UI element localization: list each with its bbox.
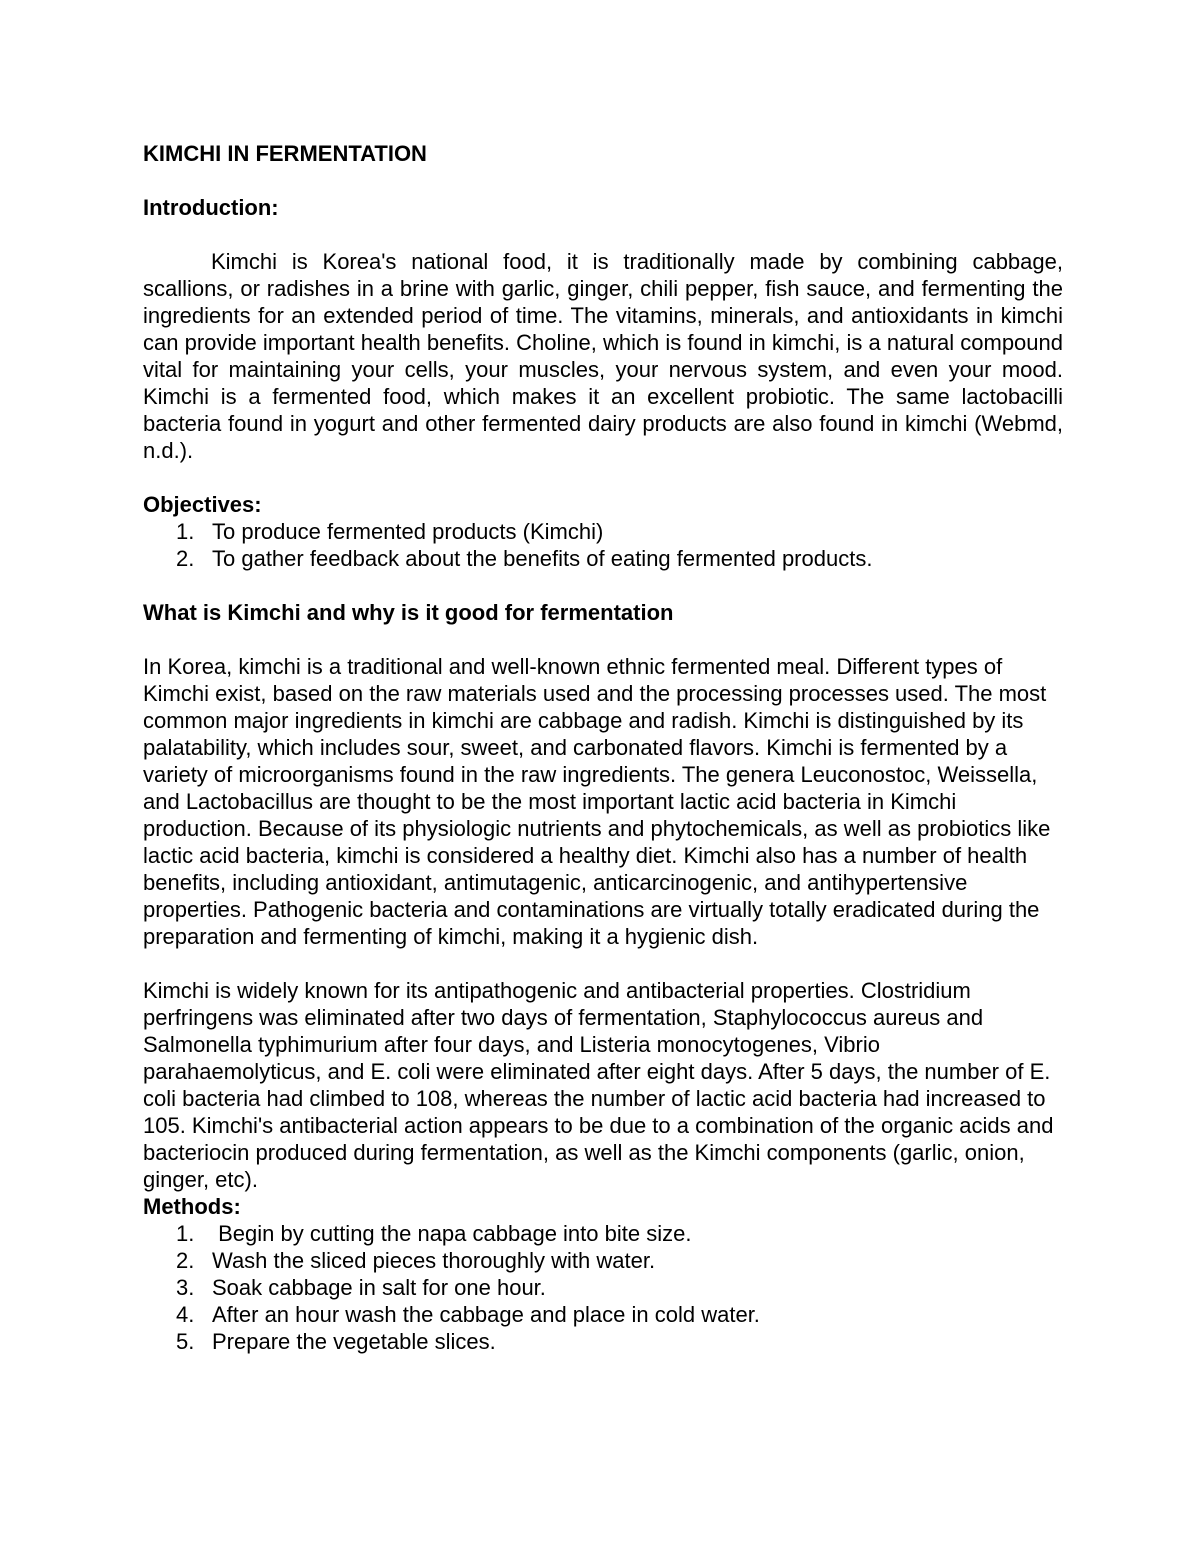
list-item — [143, 1247, 1063, 1274]
list-item — [143, 1274, 1063, 1301]
list-item — [143, 545, 1063, 572]
list-item-text: Soak cabbage in salt for one hour. — [212, 1275, 546, 1300]
what-is-kimchi-heading: What is Kimchi and why is it good for fermentation — [143, 600, 674, 625]
list-item-text: To gather feedback about the benefits of eating fermented products. — [212, 546, 873, 571]
objectives-heading: Objectives: — [143, 492, 262, 517]
list-item-number: 1. — [176, 1221, 195, 1246]
list-item-number: 1. — [176, 519, 195, 544]
list-item-text: Prepare the vegetable slices. — [212, 1329, 496, 1354]
list-item-text: Wash the sliced pieces thoroughly with water. — [212, 1248, 656, 1273]
list-item-number: 2. — [176, 1248, 195, 1273]
list-item-text: To produce fermented products (Kimchi) — [212, 519, 604, 544]
list-item-text: Begin by cutting the napa cabbage into bite size. — [212, 1221, 692, 1246]
list-item-number: 2. — [176, 546, 195, 571]
list-item — [143, 518, 1063, 545]
methods-heading: Methods: — [143, 1194, 241, 1219]
methods-list — [143, 1220, 1063, 1355]
objectives-list — [143, 518, 1063, 572]
list-item-number: 4. — [176, 1302, 195, 1327]
list-item — [143, 1328, 1063, 1355]
document-title: KIMCHI IN FERMENTATION — [143, 141, 427, 166]
list-item — [143, 1220, 1063, 1247]
document-body — [143, 140, 1063, 1355]
list-item-text: After an hour wash the cabbage and place in cold water. — [212, 1302, 760, 1327]
introduction-heading: Introduction: — [143, 195, 279, 220]
list-item-number: 3. — [176, 1275, 195, 1300]
introduction-paragraph: Kimchi is Korea's national food, it is traditionally made by combining cabbage, scallions, or radishes in a brine with garlic, ginger, chili pepper, fish sauce, and fermenting the ingredients for an extended period of time. The vitamins, minerals, and antioxidants in kimchi can provide important health benefits. Choline, which is found in kimchi, is a natural compound vital for maintaining your cells, your muscles, your nervous system, and even your mood. Kimchi is a fermented food, which makes it an excellent probiotic. The same lactobacilli bacteria found in yogurt and other fermented dairy products are also found in kimchi (Webmd, n.d.). — [143, 249, 1063, 463]
list-item-number: 5. — [176, 1329, 195, 1354]
list-item — [143, 1301, 1063, 1328]
what-is-kimchi-paragraph: In Korea, kimchi is a traditional and well-known ethnic fermented meal. Different types of Kimchi exist, based on the raw materials used and the processing processes used. The most common major ingredients in kimchi are cabbage and radish. Kimchi is distinguished by its palatability, which includes sour, sweet, and carbonated flavors. Kimchi is fermented by a variety of microorganisms found in the raw ingredients. The genera Leuconostoc, Weissella, and Lactobacillus are thought to be the most important lactic acid bacteria in Kimchi production. Because of its physiologic nutrients and phytochemicals, as well as probiotics like lactic acid bacteria, kimchi is considered a healthy diet. Kimchi also has a number of health benefits, including antioxidant, antimutagenic, anticarcinogenic, and antihypertensive properties. Pathogenic bacteria and contaminations are virtually totally eradicated during the preparation and fermenting of kimchi, making it a hygienic dish. — [143, 654, 1051, 949]
antibacterial-paragraph: Kimchi is widely known for its antipathogenic and antibacterial properties. Clostridium perfringens was eliminated after two days of fermentation, Staphylococcus aureus and Salmonella typhimurium after four days, and Listeria monocytogenes, Vibrio parahaemolyticus, and E. coli were eliminated after eight days. After 5 days, the number of E. coli bacteria had climbed to 108, whereas the number of lactic acid bacteria had increased to 105. Kimchi's antibacterial action appears to be due to a combination of the organic acids and bacteriocin produced during fermentation, as well as the Kimchi components (garlic, onion, ginger, etc). — [143, 978, 1054, 1192]
